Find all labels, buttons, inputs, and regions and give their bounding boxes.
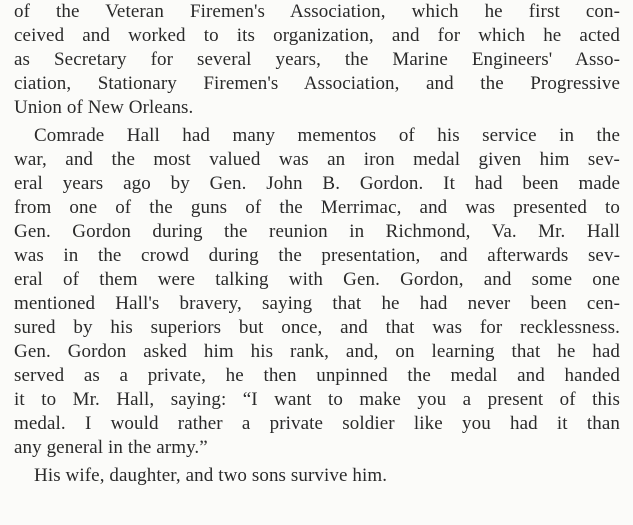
text-line: eral of them were talking with Gen. Gordon, and some one bbox=[14, 269, 620, 290]
text-line: Gen. Gordon during the reunion in Richmond, Va. Mr. Hall bbox=[14, 221, 620, 242]
text-line: as Secretary for several years, the Marine Engineers' Asso- bbox=[14, 49, 620, 70]
text-line: from one of the guns of the Merrimac, and was presented to bbox=[14, 197, 620, 218]
text-line: eral years ago by Gen. John B. Gordon. It had been made bbox=[14, 173, 620, 194]
text-line: medal. I would rather a private soldier like you had it than bbox=[14, 413, 620, 434]
text-line: mentioned Hall's bravery, saying that he had never been cen- bbox=[14, 293, 620, 314]
text-line: Gen. Gordon asked him his rank, and, on learning that he had bbox=[14, 341, 620, 362]
text-line: Union of New Orleans. bbox=[14, 97, 194, 118]
text-line: was in the crowd during the presentation, and afterwards sev- bbox=[14, 245, 620, 266]
text-line: served as a private, he then unpinned the medal and handed bbox=[14, 365, 620, 386]
text-line: sured by his superiors but once, and that was for recklessness. bbox=[14, 317, 620, 338]
text-line: Comrade Hall had many mementos of his service in the bbox=[34, 125, 620, 146]
text-line: any general in the army.” bbox=[14, 437, 208, 458]
text-line: ciation, Stationary Firemen's Association, and the Progressive bbox=[14, 73, 620, 94]
text-line: it to Mr. Hall, saying: “I want to make you a present of this bbox=[14, 389, 620, 410]
text-line: of the Veteran Firemen's Association, which he first con- bbox=[14, 1, 620, 22]
text-line: His wife, daughter, and two sons survive him. bbox=[34, 465, 388, 486]
text-line: war, and the most valued was an iron medal given him sev- bbox=[14, 149, 620, 170]
text-line: ceived and worked to its organization, and for which he acted bbox=[14, 25, 620, 46]
